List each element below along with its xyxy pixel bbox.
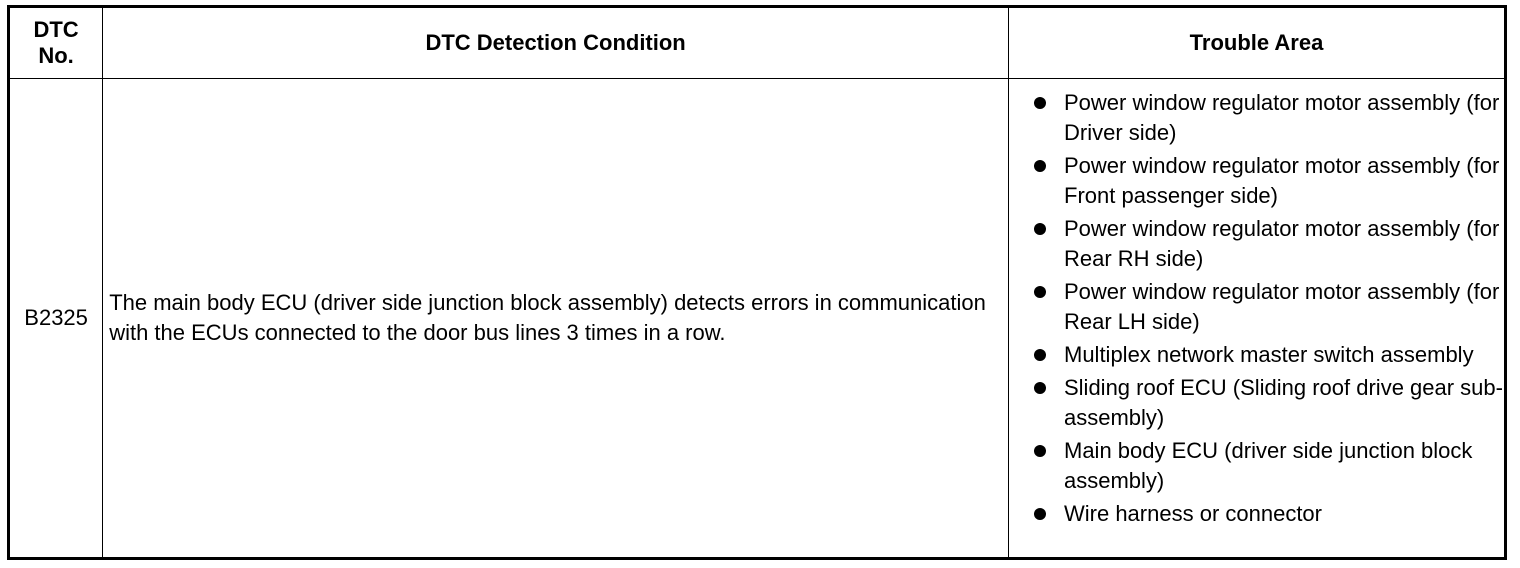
header-dtc-no: DTC No. [9, 7, 103, 79]
bullet-icon [1034, 160, 1046, 172]
bullet-icon [1034, 382, 1046, 394]
dtc-table [7, 5, 1507, 560]
list-item-text: Wire harness or connector [1064, 501, 1322, 526]
header-row [9, 7, 1506, 79]
trouble-area-cell [1009, 79, 1506, 559]
list-item-text: Power window regulator motor assembly (for Front passenger side) [1064, 153, 1500, 208]
table-row [9, 79, 1506, 559]
list-item-text: Power window regulator motor assembly (for Driver side) [1064, 90, 1500, 145]
bullet-icon [1034, 97, 1046, 109]
list-item [1009, 277, 1504, 337]
list-item [1009, 499, 1504, 529]
list-item [1009, 373, 1504, 433]
list-item-text: Main body ECU (driver side junction block assembly) [1064, 438, 1473, 493]
bullet-icon [1034, 286, 1046, 298]
bullet-icon [1034, 445, 1046, 457]
list-item [1009, 214, 1504, 274]
detection-condition-cell: The main body ECU (driver side junction block assembly) detects errors in communication with the ECUs connected to the door bus lines 3 times in a row. [103, 79, 1009, 559]
list-item-text: Sliding roof ECU (Sliding roof drive gear sub-assembly) [1064, 375, 1503, 430]
list-item-text: Power window regulator motor assembly (for Rear RH side) [1064, 216, 1500, 271]
list-item [1009, 436, 1504, 496]
list-item [1009, 340, 1504, 370]
trouble-area-list [1009, 88, 1504, 529]
header-trouble-area: Trouble Area [1009, 7, 1506, 79]
list-item [1009, 151, 1504, 211]
bullet-icon [1034, 223, 1046, 235]
bullet-icon [1034, 508, 1046, 520]
header-condition: DTC Detection Condition [103, 7, 1009, 79]
bullet-icon [1034, 349, 1046, 361]
list-item-text: Power window regulator motor assembly (for Rear LH side) [1064, 279, 1500, 334]
dtc-code-cell: B2325 [9, 79, 103, 559]
list-item [1009, 88, 1504, 148]
list-item-text: Multiplex network master switch assembly [1064, 342, 1474, 367]
